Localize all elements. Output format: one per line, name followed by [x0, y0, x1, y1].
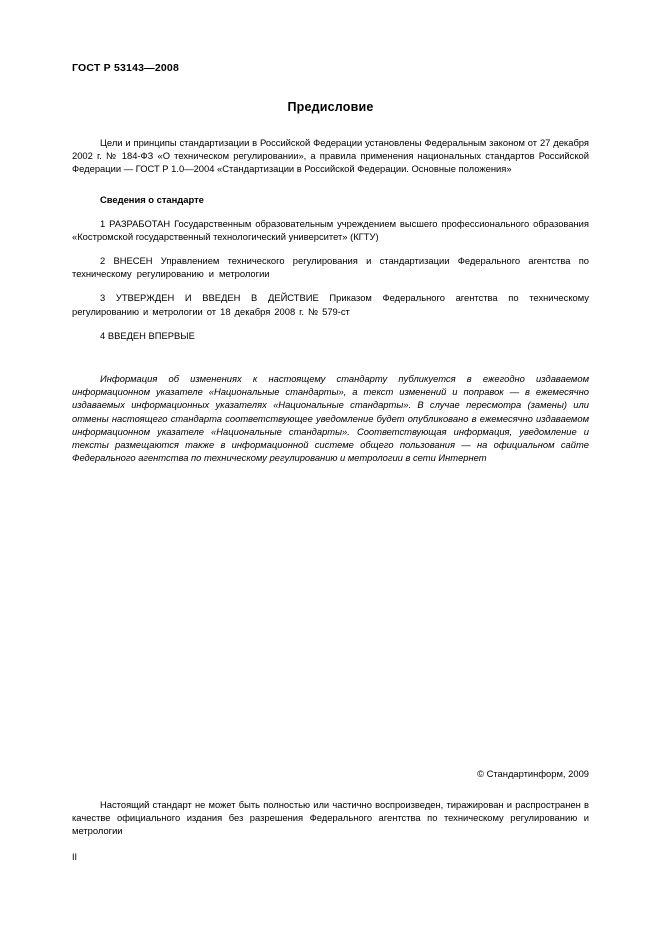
list-item: 3 УТВЕРЖДЕН И ВВЕДЕН В ДЕЙСТВИЕ Приказом Федерального агентства по техническому регулированию и метрологии от 18 декабря 2008 г. № 579-ст: [72, 292, 589, 317]
list-item: 4 ВВЕДЕН ВПЕРВЫЕ: [100, 329, 195, 341]
copyright-line: © Стандартинформ, 2009: [477, 768, 589, 779]
page-title: Предисловие: [287, 100, 374, 114]
page-number: II: [72, 852, 78, 862]
standard-code: ГОСТ Р 53143—2008: [72, 62, 180, 74]
page-content: [72, 62, 589, 464]
reproduction-notice: Настоящий стандарт не может быть полностью или частично воспроизведен, тиражирован и распространен в качестве официального издания без разрешения Федерального агентства по техническому регулированию и метрологии: [72, 799, 589, 837]
amendment-notice: Информация об изменениях к настоящему стандарту публикуется в ежегодно издаваемом информационном указателе «Национальные стандарты», а текст изменений и поправок — в ежемесячно издаваемых информационных указателях «Национальные стандарты». В случае пересмотра (замены) или отмены настоящего стандарта соответствующее уведомление будет опубликовано в ежемесячно издаваемом информационном указателе «Национальные стандарты». Соответствующая информация, уведомление и тексты размещаются также в информационной системе общего пользования — на официальном сайте Федерального агентства по техническому регулированию и метрологии в сети Интернет: [72, 373, 589, 464]
list-item: 1 РАЗРАБОТАН Государственным образовательным учреждением высшего профессионального образования «Костромской государственный технологический университет» (КГТУ): [72, 217, 589, 242]
list-item: 2 ВНЕСЕН Управлением технического регулирования и стандартизации Федерального агентства по техническому регулированию и метрологии: [72, 255, 589, 280]
section-heading-standard-info: Сведения о стандарте: [100, 193, 204, 205]
intro-paragraph: Цели и принципы стандартизации в Российской Федерации установлены Федеральным законом от 27 декабря 2002 г. № 184-ФЗ «О техническом регулировании», а правила применения национальных стандартов Российской Федерации — ГОСТ Р 1.0—2004 «Стандартизации в Российской Федерации. Основные положения»: [72, 137, 589, 175]
